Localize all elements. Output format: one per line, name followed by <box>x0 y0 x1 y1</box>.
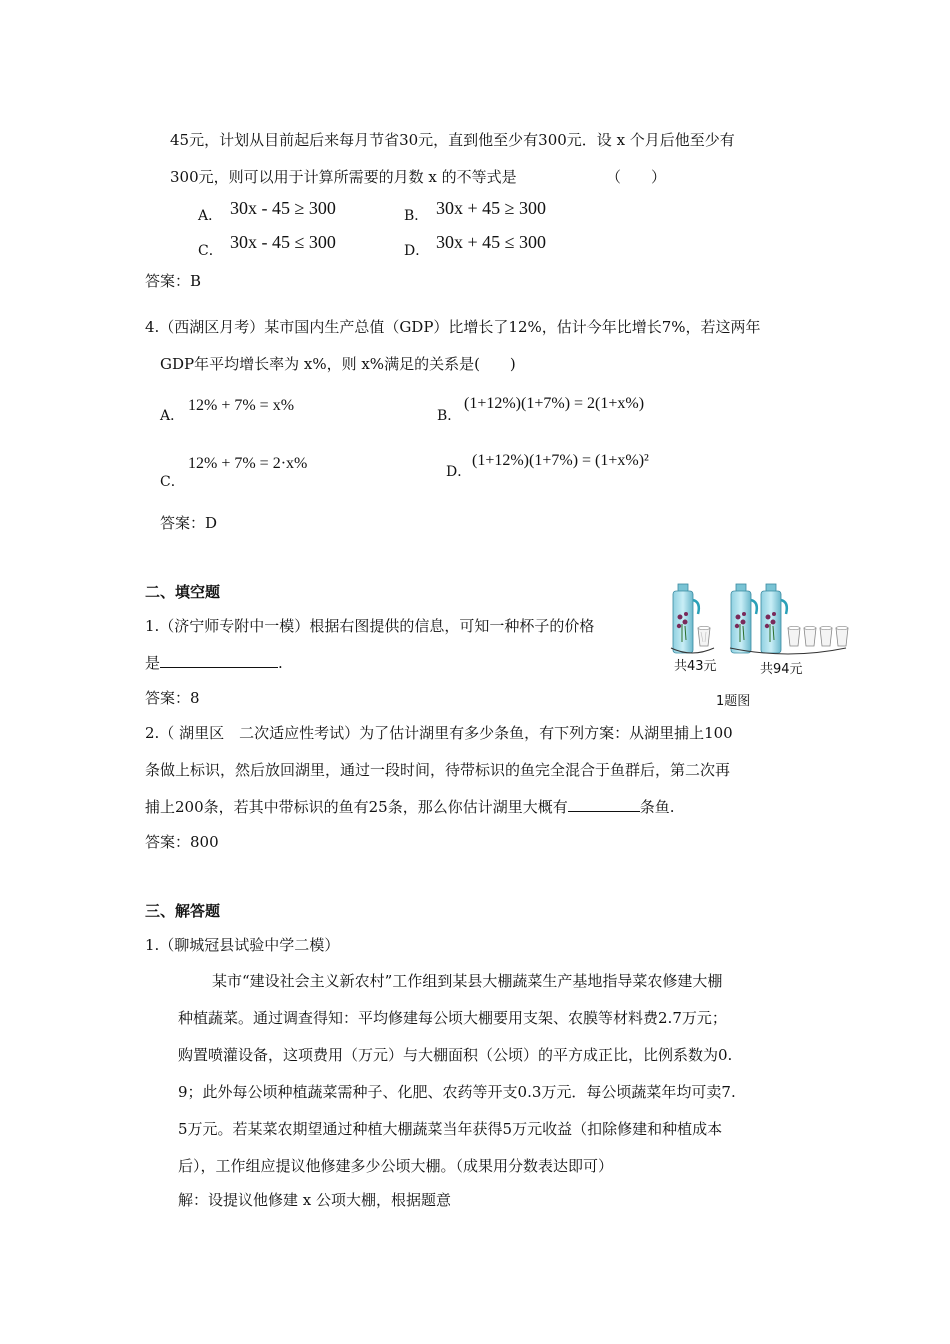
q3-option-a-expr: 30x - 45 ≥ 300 <box>230 198 336 218</box>
section-2-title: 二、填空题 <box>145 583 221 601</box>
q3-option-a-letter: A． <box>198 208 223 224</box>
q3-option-b-expr: 30x + 45 ≥ 300 <box>436 198 547 218</box>
q4-option-a-letter: A． <box>160 408 185 424</box>
q3-option-b-letter: B． <box>404 208 429 224</box>
s3-para-line-2: 种植蔬菜。通过调查得知：平均修建每公顷大棚要用支架、农膜等材料费2.7万元； <box>178 1009 727 1027</box>
s3-para-line-4: 9；此外每公顷种植蔬菜需种子、化肥、农药等开支0.3万元．每公顷蔬菜年均可卖7. <box>178 1083 736 1101</box>
s3-para-line-3: 购置喷灌设备，这项费用（万元）与大棚面积（公顷）的平方成正比，比例系数为0. <box>178 1046 733 1064</box>
q3-option-d-letter: D． <box>404 243 430 259</box>
q3-option-d-expr: 30x + 45 ≤ 300 <box>436 232 547 252</box>
cup-icon <box>804 626 816 646</box>
s3-solution: 解：设提议他修建 x 公项大棚，根据题意 <box>178 1191 451 1209</box>
figure-bottles-cups <box>668 582 850 709</box>
q4-option-d-expr: (1+12%)(1+7%) = (1+x%)² <box>472 452 649 469</box>
s2-q2-suffix: 条鱼. <box>639 798 675 816</box>
q4-answer: 答案：D <box>160 514 218 532</box>
cup-icon <box>820 626 832 646</box>
s2-q2-prefix: 捕上200条，若其中带标识的鱼有25条，那么你估计湖里大概有 <box>145 798 568 816</box>
q3-line-1: 45元，计划从目前起后来每月节省30元，直到他至少有300元．设 x 个月后他至少有 <box>170 131 735 149</box>
bottle-icon <box>731 584 757 653</box>
s2-q1-suffix: . <box>278 654 283 672</box>
bottle-icon <box>673 584 699 653</box>
q3-paren: （ ） <box>606 168 667 186</box>
q4-option-d-letter: D． <box>446 464 472 480</box>
s2-q2-line-1: 2.（ 湖里区 二次适应性考试）为了估计湖里有多少条鱼，有下列方案：从湖里捕上100 <box>145 724 733 742</box>
s3-para-line-5: 5万元。若某菜农期望通过种植大棚蔬菜当年获得5万元收益（扣除修建和种植成本 <box>178 1120 723 1138</box>
s3-para-line-1: 某市“建设社会主义新农村”工作组到某县大棚蔬菜生产基地指导菜农修建大棚 <box>212 972 723 990</box>
s3-para-line-6: 后），工作组应提议他修建多少公顷大棚。（成果用分数表达即可） <box>178 1157 614 1175</box>
s3-q1-source: 1.（聊城冠县试验中学二模） <box>145 936 340 954</box>
figure-right-label: 共94元 <box>760 662 803 677</box>
figure-caption: 1题图 <box>716 694 751 709</box>
q4-option-a-expr: 12% + 7% = x% <box>188 397 295 414</box>
q4-option-b-letter: B． <box>437 408 462 424</box>
q4-option-c-letter: C． <box>160 474 185 490</box>
q4-line-2: GDP年平均增长率为 x%，则 x%满足的关系是( ) <box>160 355 516 373</box>
s2-q1-line-1: 1.（济宁师专附中一模）根据右图提供的信息，可知一种杯子的价格 <box>145 617 595 635</box>
q4-option-c-expr: 12% + 7% = 2·x% <box>188 455 308 472</box>
q3-answer: 答案：B <box>145 272 202 290</box>
s2-q2-answer: 答案：800 <box>145 833 219 851</box>
q3-option-c-letter: C． <box>198 243 223 259</box>
q4-line-1: 4.（西湖区月考）某市国内生产总值（GDP）比增长了12%，估计今年比增长7%，若这两年 <box>145 318 761 336</box>
figure-left-label: 共43元 <box>674 659 717 674</box>
cup-icon <box>836 626 848 646</box>
s2-q1-blank <box>160 653 278 668</box>
s2-q1-line-2 <box>145 652 283 673</box>
cup-icon <box>698 626 710 646</box>
q3-option-c-expr: 30x - 45 ≤ 300 <box>230 232 336 252</box>
q4-option-b-expr: (1+12%)(1+7%) = 2(1+x%) <box>464 395 645 412</box>
s2-q2-blank <box>568 797 640 812</box>
s2-q2-line-3 <box>145 796 675 817</box>
q3-line-2: 300元，则可以用于计算所需要的月数 x 的不等式是 <box>170 168 517 186</box>
cup-icon <box>788 626 800 646</box>
section-3-title: 三、解答题 <box>145 902 221 920</box>
s2-q2-line-2: 条做上标识，然后放回湖里，通过一段时间，待带标识的鱼完全混合于鱼群后，第二次再 <box>145 761 731 779</box>
s2-q1-answer: 答案：8 <box>145 689 200 707</box>
s2-q1-prefix: 是 <box>145 654 161 672</box>
bottle-icon <box>761 584 787 653</box>
